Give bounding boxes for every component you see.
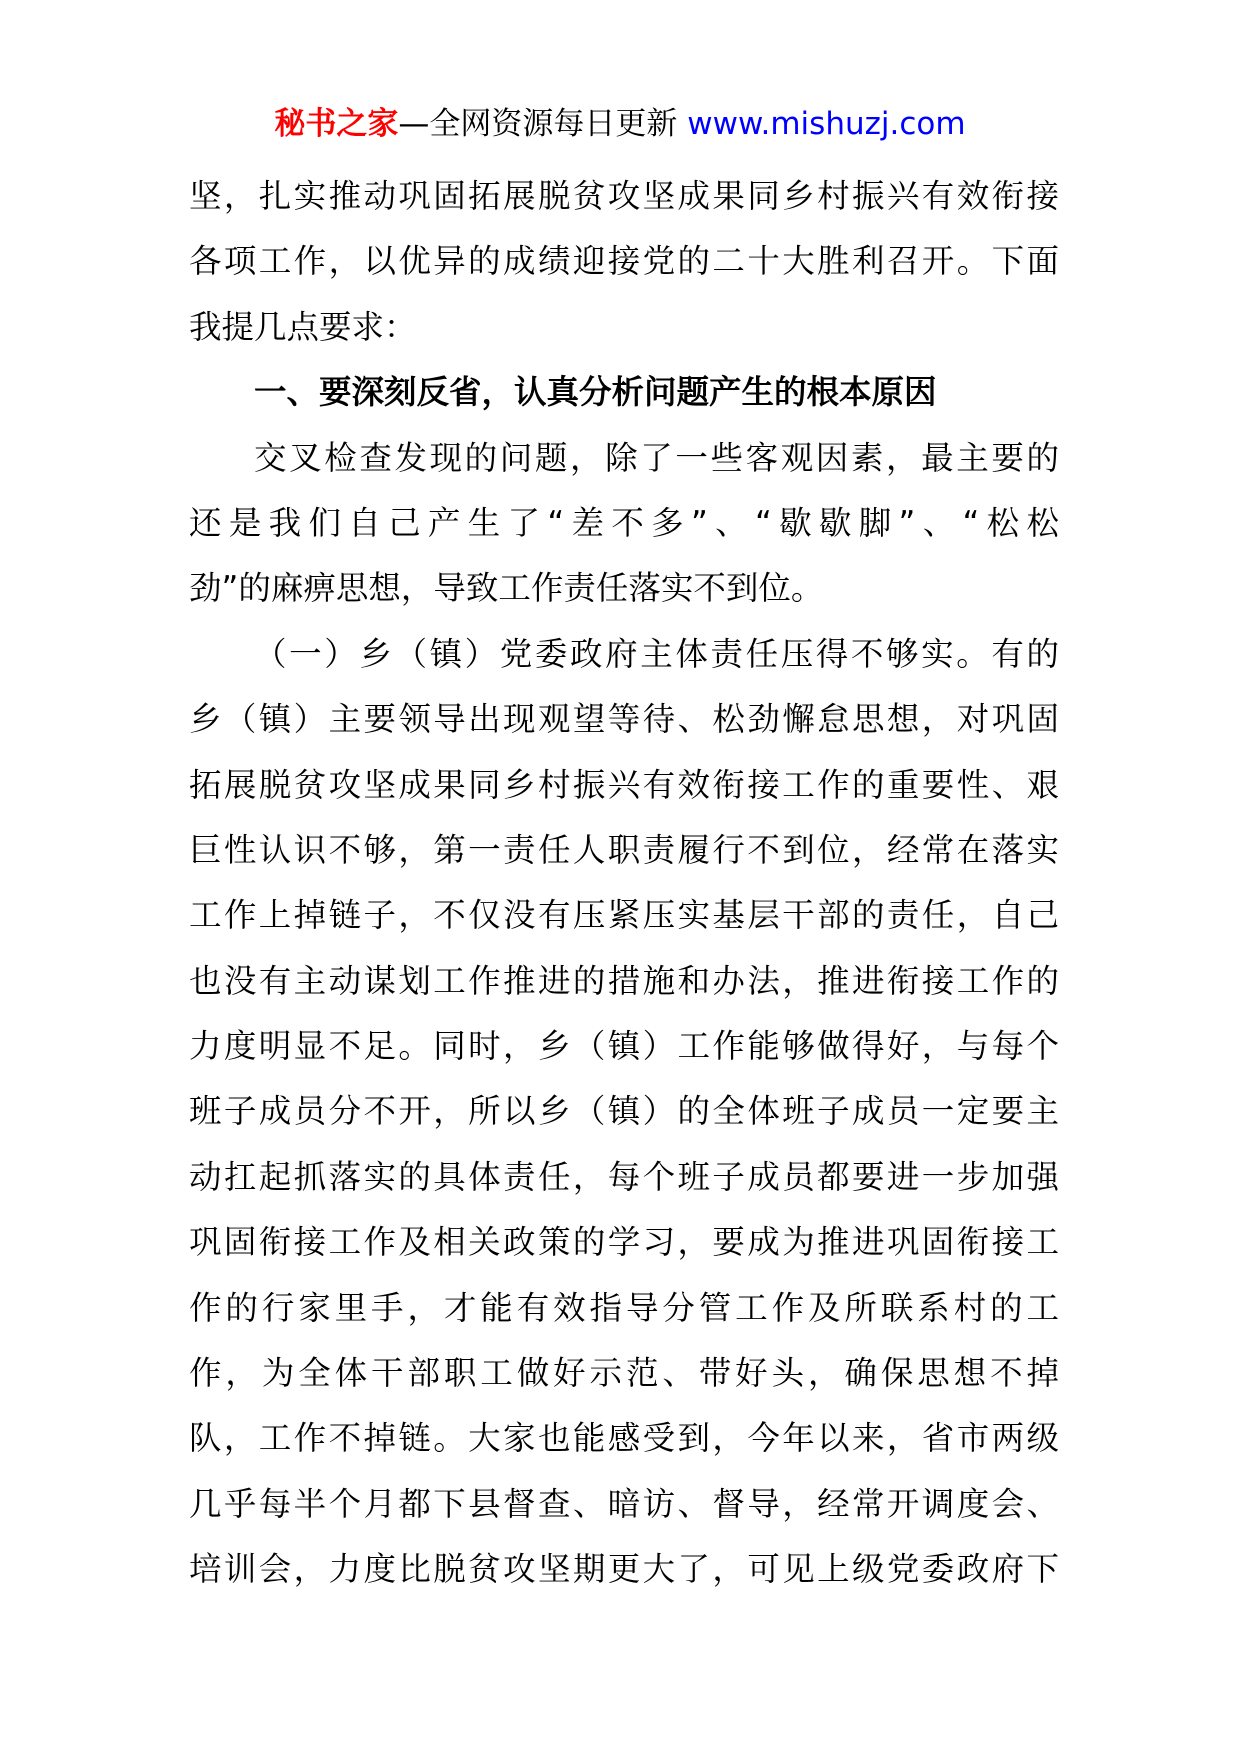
text-line: 动扛起抓落实的具体责任，每个班子成员都要进一步加强 bbox=[189, 1157, 1059, 1196]
text-line: 班子成员分不开，所以乡（镇）的全体班子成员一定要主 bbox=[189, 1092, 1059, 1131]
brand-name: 秘书之家 bbox=[274, 106, 399, 142]
text-line: 培训会，力度比脱贫攻坚期更大了，可见上级党委政府下 bbox=[189, 1550, 1059, 1589]
section-heading: 一、要深刻反省，认真分析问题产生的根本原因 bbox=[254, 373, 937, 412]
website-link[interactable]: www.mishuzj.com bbox=[687, 106, 966, 142]
text-line: 队，工作不掉链。大家也能感受到，今年以来，省市两级 bbox=[189, 1419, 1059, 1458]
text-line: 我提几点要求： bbox=[189, 307, 417, 346]
text-line: 交叉检查发现的问题，除了一些客观因素，最主要的 bbox=[254, 438, 1059, 477]
text-line: 工作上掉链子，不仅没有压紧压实基层干部的责任，自己 bbox=[189, 896, 1059, 935]
text-line: 巨性认识不够，第一责任人职责履行不到位，经常在落实 bbox=[189, 830, 1059, 869]
text-line: 几乎每半个月都下县督查、暗访、督导，经常开调度会、 bbox=[189, 1484, 1059, 1523]
text-line: 乡（镇）主要领导出现观望等待、松劲懈怠思想，对巩固 bbox=[189, 700, 1059, 739]
page-header bbox=[0, 100, 1240, 148]
text-line: 还是我们自己产生了“差不多”、“歇歇脚”、“松松 bbox=[189, 503, 1059, 542]
text-line: 劲”的麻痹思想，导致工作责任落实不到位。 bbox=[189, 569, 824, 608]
text-line: 作的行家里手，才能有效指导分管工作及所联系村的工 bbox=[189, 1288, 1059, 1327]
text-line: 也没有主动谋划工作推进的措施和办法，推进衔接工作的 bbox=[189, 961, 1059, 1000]
text-line: 各项工作，以优异的成绩迎接党的二十大胜利召开。下面 bbox=[189, 242, 1059, 281]
text-line: 作，为全体干部职工做好示范、带好头，确保思想不掉 bbox=[189, 1354, 1059, 1393]
text-line: 巩固衔接工作及相关政策的学习，要成为推进巩固衔接工 bbox=[189, 1223, 1059, 1262]
text-line: 坚，扎实推动巩固拓展脱贫攻坚成果同乡村振兴有效衔接 bbox=[189, 177, 1059, 215]
body-text bbox=[189, 164, 1059, 1603]
text-line: 拓展脱贫攻坚成果同乡村振兴有效衔接工作的重要性、艰 bbox=[189, 765, 1059, 804]
text-line: 力度明显不足。同时，乡（镇）工作能够做得好，与每个 bbox=[189, 1027, 1059, 1066]
header-slogan: —全网资源每日更新 bbox=[398, 106, 678, 142]
text-line: （一）乡（镇）党委政府主体责任压得不够实。有的 bbox=[254, 634, 1059, 673]
